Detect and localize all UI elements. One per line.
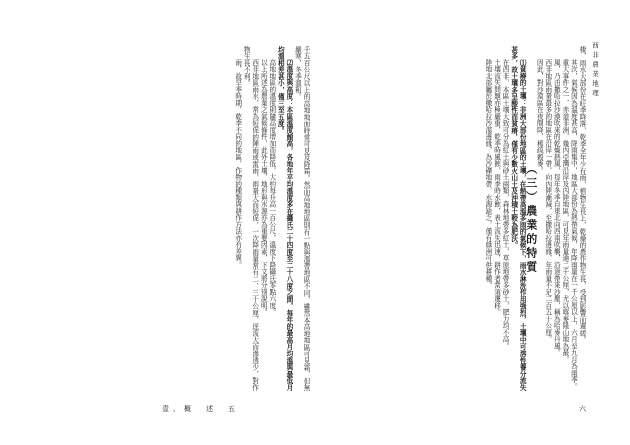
paragraph: 風，乃由撒哈拉沙漠吹來的乾燥熱風，每年冬季自東北向西南吹襲，沿途帶來沙塵，稱為哈麥丹風。 xyxy=(552,59,561,357)
paragraph: 西非地區雨水，常為短促的陣雨或雷雨，雨量大而短促，一次降雨量常有二、三十公厘，逕流大而滲透少，對作物生長不利。 xyxy=(242,46,259,391)
paragraph: 雨，故旱季時期，乾季不同的地區，作物的種類與耕作方法亦有差異。 xyxy=(233,59,242,269)
paragraph: 陸地北部屬於撒哈拉沙漠邊緣，為沙礫地帶，水源缺乏，僅有綠洲可供耕種。 xyxy=(483,59,492,289)
page-number: 六 xyxy=(579,405,586,413)
paragraph: ⑴貧瘠的土壤：非洲大部份地區的土壤，在熱帶高溫多雨的氣候下，雨水淋洗作用強烈，土壤中可溶性養分流失甚多，故土壤多呈酸性而貧瘠，僅有少數火山土及沖積土較為肥沃。 xyxy=(509,46,527,391)
left-page xyxy=(52,46,310,413)
section-heading: （三）農業的特質 xyxy=(524,162,538,275)
paragraph: 棲，雨水大部份在旺季降落，乾季全年少有雨，植物生長上，乾燥的農作物生長，受到影響而遲緩。 xyxy=(578,46,586,343)
paragraph: 其次，氣候因為溫度甚高，降雨集中，地區大部份為熱帶氣候，年降雨量在一千公厘以上，六月至九月為雨季。 xyxy=(569,59,578,390)
paragraph: 因此，對沙漠區在夜間降，稀疏穀麥。 xyxy=(535,59,544,174)
paragraph: 重大事件之一，赤道非洲，幾內亞灣沿岸及內陸地區，可見年雨量逾二千公厘，尤以喀麥隆山地為最。 xyxy=(560,59,569,363)
paragraph: 在西非，本區土壤大致可分為紅土與砂土兩類，森林地帶多紅土，草原地帶多砂土，肥力均不高。 xyxy=(501,59,510,350)
right-page-text xyxy=(328,46,586,391)
paragraph: 千五百公尺以上的高地地面時常可見及降霜。然而高地地區則有一點與溫帶地區不同，雖然本高地地區可見霜，但無嚴寒，冬季溫和。 xyxy=(293,46,310,391)
running-head: 西非農業地理 xyxy=(591,42,599,99)
page-number: 五 xyxy=(228,405,235,413)
paragraph: ⑵溫度與高度：本區溫度頗高，各地年平均溫度多在攝氏二十四度至二十八度之間，每年的最高月均溫與最低月均溫相差甚小，僅三至五度。 xyxy=(276,46,293,391)
paragraph: 高地地區的溫度則隨高度增加而降低，大約每升高一百公尺，溫度下降攝氏零點六度。 xyxy=(267,59,276,316)
paragraph: 以上所述為農業之氣候條件，此外土壤、地形與水源亦為重要因素，下文將分別說明。 xyxy=(259,59,268,316)
footer-title: 壹、概 述 xyxy=(162,405,217,413)
left-page-text xyxy=(52,46,310,391)
paragraph: 西非地區雨量最多的地區在沿岸一帶，向內陸漸減，至撒哈拉邊緣，年雨量不足二百五十公厘。 xyxy=(543,59,552,343)
paragraph: 土壤流失問題亦極嚴重，乾季時風蝕，雨季時水蝕，表土流失迅速，耕作者常須遷移。 xyxy=(492,59,501,316)
right-page xyxy=(328,42,599,413)
